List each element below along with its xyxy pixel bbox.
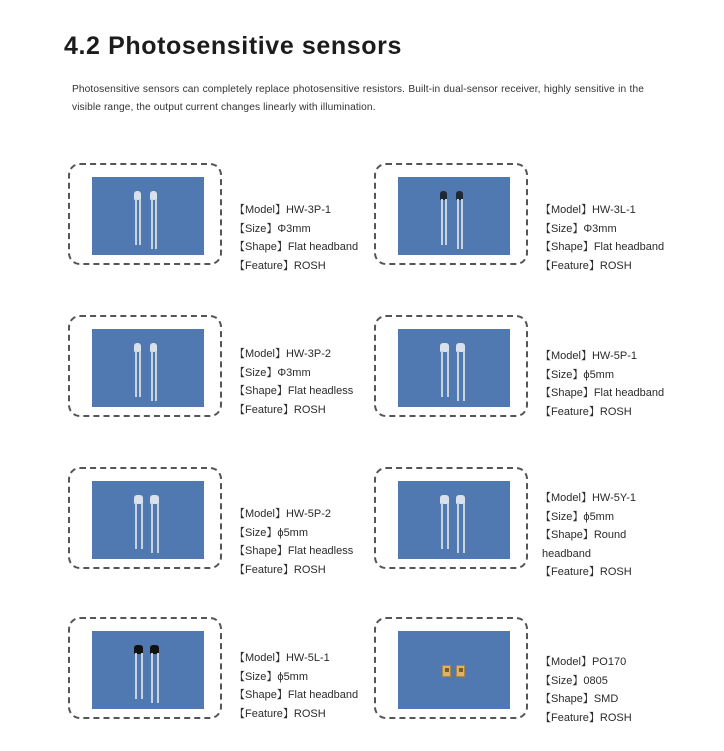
spec-list — [234, 201, 358, 275]
spec-size-value: Φ3mm — [277, 222, 311, 235]
spec-model — [540, 653, 632, 672]
spec-model-label: 【Model】 — [234, 348, 286, 360]
spec-shape-value: Flat headband — [593, 241, 665, 253]
spec-shape-value: Flat headless — [287, 385, 354, 397]
spec-feature — [540, 257, 664, 276]
spec-model-label: 【Model】 — [234, 508, 286, 520]
spec-model — [540, 489, 636, 508]
spec-feature-value: ROSH — [293, 563, 326, 576]
spec-model — [540, 347, 664, 366]
spec-list — [540, 489, 636, 582]
smd-chip-icon — [442, 665, 451, 677]
spec-feature-value: ROSH — [293, 403, 326, 416]
spec-size-label: 【Size】 — [540, 510, 584, 523]
spec-size — [540, 366, 664, 385]
spec-shape-value: SMD — [593, 693, 619, 705]
led-lead — [151, 653, 153, 703]
spec-size — [234, 220, 358, 239]
product-photo — [92, 631, 204, 709]
spec-list — [540, 201, 664, 275]
product-card — [68, 617, 368, 727]
led-lead — [135, 351, 137, 397]
product-photo — [398, 329, 510, 407]
spec-shape-label: 【Shape】 — [234, 241, 288, 253]
spec-feature — [540, 403, 664, 422]
spec-list — [234, 649, 358, 723]
spec-feature-label: 【Feature】 — [234, 259, 294, 272]
led-lead — [457, 199, 459, 249]
spec-shape-value: Flat headband — [593, 387, 665, 399]
spec-model — [234, 649, 358, 668]
spec-feature — [234, 561, 353, 580]
intro-paragraph: Photosensitive sensors can completely replace photosensitive resistors. Built-in dual-sensor receiver, highly sensitive in the visible range, the output current changes linearly with illumination. — [72, 84, 644, 113]
smd-chip-icon — [456, 665, 465, 677]
spec-model-value: HW-3L-1 — [591, 204, 636, 216]
product-card — [374, 617, 674, 727]
product-photo — [398, 177, 510, 255]
spec-feature-value: ROSH — [599, 405, 632, 418]
spec-shape-label: 【Shape】 — [540, 241, 594, 253]
spec-model-label: 【Model】 — [234, 652, 286, 664]
spec-size-value: Φ3mm — [277, 366, 311, 379]
spec-model-label: 【Model】 — [540, 204, 592, 216]
dashed-frame — [374, 163, 528, 265]
spec-feature-label: 【Feature】 — [540, 259, 600, 272]
spec-feature-label: 【Feature】 — [540, 711, 600, 724]
led-lead — [151, 199, 153, 249]
spec-model-value: HW-3P-1 — [285, 204, 331, 216]
spec-shape — [234, 542, 353, 561]
spec-size — [234, 364, 353, 383]
spec-shape-label: 【Shape】 — [540, 387, 594, 399]
led-lead — [151, 503, 153, 553]
product-card — [374, 163, 674, 273]
led-lead — [155, 351, 157, 401]
spec-shape — [540, 238, 664, 257]
led-lead — [157, 653, 159, 703]
spec-size — [540, 508, 636, 527]
spec-feature-label: 【Feature】 — [234, 403, 294, 416]
spec-shape-label: 【Shape】 — [540, 529, 594, 541]
dashed-frame — [374, 315, 528, 417]
dashed-frame — [68, 163, 222, 265]
spec-size — [234, 668, 358, 687]
spec-size-value: Φ3mm — [583, 222, 617, 235]
spec-size-value: ϕ5mm — [277, 670, 309, 683]
spec-feature — [540, 709, 632, 728]
spec-model-value: HW-3P-2 — [285, 348, 331, 360]
dashed-frame — [68, 617, 222, 719]
spec-size-value: ϕ5mm — [583, 510, 615, 523]
spec-size-label: 【Size】 — [234, 222, 278, 235]
spec-model-label: 【Model】 — [540, 492, 592, 504]
spec-shape-continued: headband — [542, 547, 591, 560]
product-card — [68, 163, 368, 273]
spec-feature-label: 【Feature】 — [234, 707, 294, 720]
led-lead — [447, 351, 449, 397]
led-lead — [157, 503, 159, 553]
spec-shape-value: Round — [593, 529, 627, 541]
spec-shape-label: 【Shape】 — [234, 385, 288, 397]
spec-model-value: HW-5Y-1 — [591, 492, 636, 504]
led-lead — [151, 351, 153, 401]
spec-feature-label: 【Feature】 — [234, 563, 294, 576]
spec-size-label: 【Size】 — [540, 222, 584, 235]
spec-shape — [540, 526, 636, 545]
product-photo — [92, 329, 204, 407]
dashed-frame — [68, 315, 222, 417]
spec-feature-value: ROSH — [293, 707, 326, 720]
spec-size-value: ϕ5mm — [277, 526, 309, 539]
spec-list — [540, 347, 664, 421]
product-photo — [398, 481, 510, 559]
spec-size — [540, 672, 632, 691]
spec-size-label: 【Size】 — [234, 526, 278, 539]
spec-feature — [234, 257, 358, 276]
spec-size — [234, 524, 353, 543]
spec-feature — [540, 563, 636, 582]
spec-model — [234, 345, 353, 364]
product-card — [374, 315, 674, 425]
spec-feature-value: ROSH — [293, 259, 326, 272]
spec-feature — [234, 705, 358, 724]
dashed-frame — [374, 467, 528, 569]
spec-size-label: 【Size】 — [540, 674, 584, 687]
spec-feature-value: ROSH — [599, 259, 632, 272]
spec-model-label: 【Model】 — [540, 656, 592, 668]
spec-list — [234, 505, 353, 579]
spec-model-label: 【Model】 — [234, 204, 286, 216]
led-lead — [141, 503, 143, 549]
spec-feature-label: 【Feature】 — [540, 405, 600, 418]
spec-size — [540, 220, 664, 239]
spec-model — [234, 201, 358, 220]
spec-shape-label: 【Shape】 — [234, 545, 288, 557]
spec-size-label: 【Size】 — [234, 366, 278, 379]
spec-feature-label: 【Feature】 — [540, 566, 600, 578]
spec-feature-value: ROSH — [599, 711, 632, 724]
spec-shape — [540, 690, 632, 709]
spec-shape — [540, 384, 664, 403]
spec-shape — [234, 238, 358, 257]
led-lead — [463, 351, 465, 401]
spec-shape — [234, 686, 358, 705]
spec-model-value: HW-5L-1 — [285, 652, 330, 664]
led-lead — [457, 503, 459, 553]
led-lead — [445, 199, 447, 245]
spec-size-label: 【Size】 — [234, 670, 278, 683]
led-lead — [457, 351, 459, 401]
spec-shape-value: Flat headband — [287, 689, 359, 701]
spec-feature — [234, 401, 353, 420]
led-lead — [463, 503, 465, 553]
spec-size-value: 0805 — [583, 674, 608, 687]
spec-model — [234, 505, 353, 524]
spec-shape-value: Flat headband — [287, 241, 359, 253]
spec-model-value: HW-5P-2 — [285, 508, 331, 520]
spec-size-label: 【Size】 — [540, 368, 584, 381]
product-photo — [92, 481, 204, 559]
spec-model-value: PO170 — [591, 656, 627, 668]
led-lead — [135, 199, 137, 245]
spec-model-label: 【Model】 — [540, 350, 592, 362]
spec-shape — [234, 382, 353, 401]
spec-feature-value: ROSH — [599, 566, 632, 578]
spec-shape-value: Flat headless — [287, 545, 354, 557]
led-lead — [141, 653, 143, 699]
led-lead — [139, 199, 141, 245]
spec-list — [234, 345, 353, 419]
product-card — [68, 467, 368, 577]
product-card — [68, 315, 368, 425]
led-lead — [135, 503, 137, 549]
led-lead — [139, 351, 141, 397]
dashed-frame — [374, 617, 528, 719]
led-lead — [135, 653, 137, 699]
dashed-frame — [68, 467, 222, 569]
spec-size-value: ϕ5mm — [583, 368, 615, 381]
spec-shape-label: 【Shape】 — [540, 693, 594, 705]
led-lead — [447, 503, 449, 549]
product-photo — [398, 631, 510, 709]
spec-list — [540, 653, 632, 727]
spec-model-value: HW-5P-1 — [591, 350, 637, 362]
product-photo — [92, 177, 204, 255]
spec-model — [540, 201, 664, 220]
led-lead — [441, 503, 443, 549]
page-title: 4.2 Photosensitive sensors — [64, 32, 402, 60]
led-lead — [441, 199, 443, 245]
led-lead — [155, 199, 157, 249]
spec-shape-label: 【Shape】 — [234, 689, 288, 701]
led-lead — [461, 199, 463, 249]
product-card — [374, 467, 674, 577]
led-lead — [441, 351, 443, 397]
